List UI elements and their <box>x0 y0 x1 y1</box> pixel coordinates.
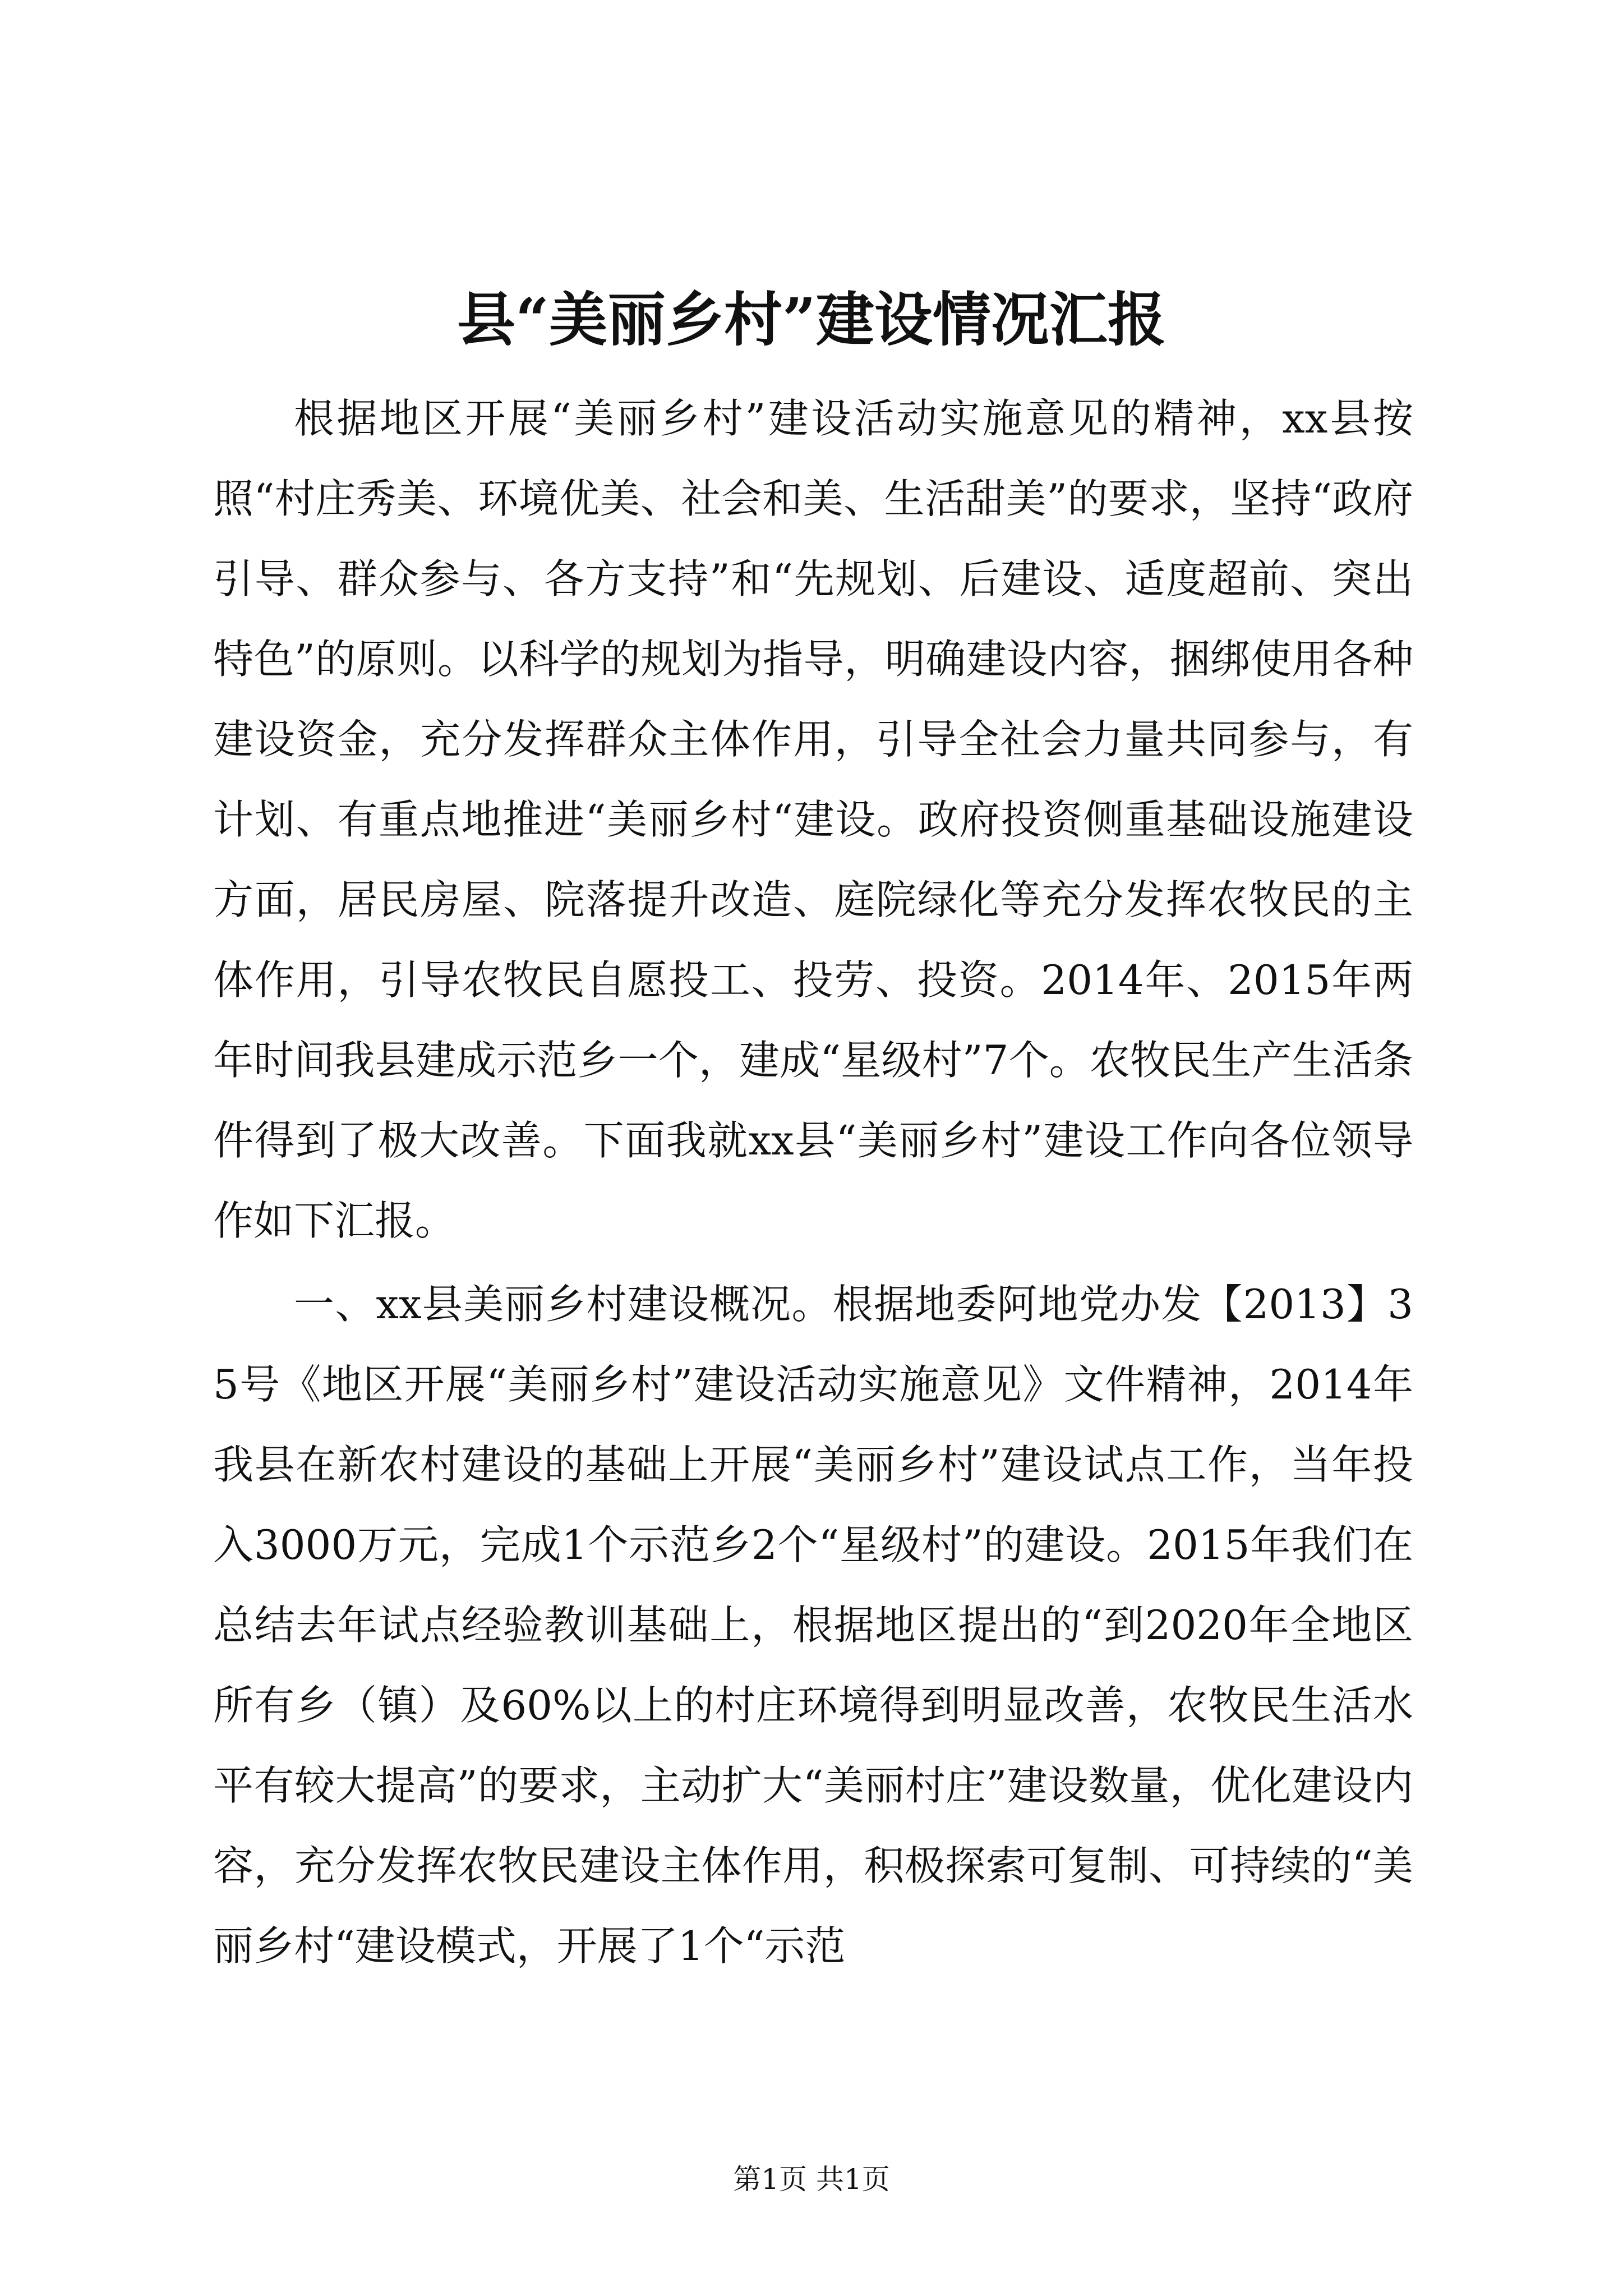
page-number-footer: 第1页 共1页 <box>733 2163 890 2196</box>
document-body <box>213 379 1413 1986</box>
document-title: 县“美丽乡村”建设情况汇报 <box>457 285 1166 354</box>
paragraph-overview: 一、xx县美丽乡村建设概况。根据地委阿地党办发【2013】35号《地区开展“美丽乡村”建设活动实施意见》文件精神，2014年我县在新农村建设的基础上开展“美丽乡村”建设试点工作，当年投入3000万元，完成1个示范乡2个“星级村”的建设。2015年我们在总结去年试点经验教训基础上，根据地区提出的“到2020年全地区所有乡（镇）及60%以上的村庄环境得到明显改善，农牧民生活水平有较大提高”的要求，主动扩大“美丽村庄”建设数量，优化建设内容，充分发挥农牧民建设主体作用，积极探索可复制、可持续的“美丽乡村“建设模式，开展了1个“示范 <box>213 1281 1413 1970</box>
paragraph-intro: 根据地区开展“美丽乡村”建设活动实施意见的精神，xx县按照“村庄秀美、环境优美、社会和美、生活甜美”的要求，坚持“政府引导、群众参与、各方支持”和“先规划、后建设、适度超前、突出特色”的原则。以科学的规划为指导，明确建设内容，捆绑使用各种建设资金，充分发挥群众主体作用，引导全社会力量共同参与，有计划、有重点地推进“美丽乡村“建设。政府投资侧重基础设施建设方面，居民房屋、院落提升改造、庭院绿化等充分发挥农牧民的主体作用，引导农牧民自愿投工、投劳、投资。2014年、2015年两年时间我县建成示范乡一个，建成“星级村”7个。农牧民生产生活条件得到了极大改善。下面我就xx县“美丽乡村”建设工作向各位领导作如下汇报。 <box>213 395 1413 1244</box>
